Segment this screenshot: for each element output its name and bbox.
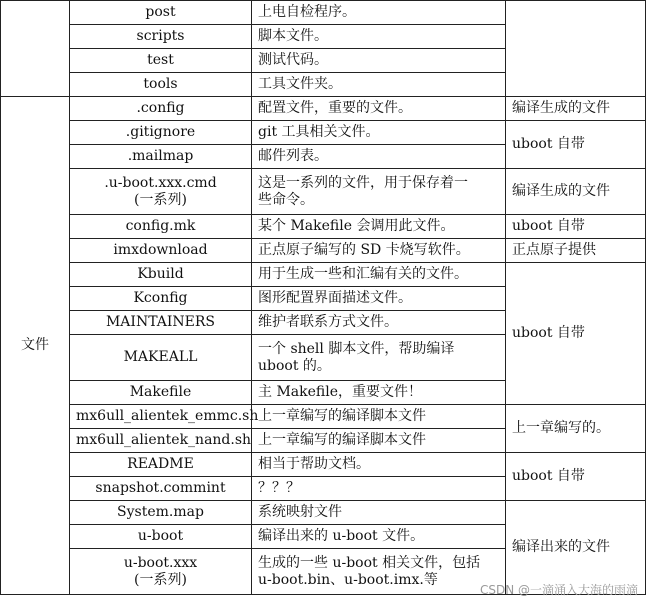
description-cell: 上电自检程序。 [252,1,506,25]
file-name-line: (一系列) [134,571,187,588]
note-cell: 编译生成的文件 [506,97,646,121]
description-cell: 配置文件，重要的文件。 [252,97,506,121]
category-cell-empty [1,1,70,97]
file-name-line: (一系列) [134,191,187,208]
description-cell: 图形配置界面描述文件。 [252,287,506,311]
file-name-cell: snapshot.commint [70,477,252,501]
file-name-cell: MAKEALL [70,335,252,381]
description-cell: 正点原子编写的 SD 卡烧写软件。 [252,239,506,263]
note-cell: 编译出来的文件 [506,501,646,595]
file-name-cell: .gitignore [70,121,252,145]
description-cell [252,549,506,595]
description-cell: 系统映射文件 [252,501,506,525]
description-cell: 编译出来的 u-boot 文件。 [252,525,506,549]
description-cell [252,335,506,381]
table-row [1,121,646,145]
table-row [1,97,646,121]
description-cell: 某个 Makefile 会调用此文件。 [252,215,506,239]
table-row [1,215,646,239]
file-name-line: .u-boot.xxx.cmd [104,174,217,191]
file-name-cell: .config [70,97,252,121]
file-name-cell [70,169,252,215]
description-cell: git 工具相关文件。 [252,121,506,145]
description-cell: ？？？ [252,477,506,501]
table-row [1,405,646,429]
file-name-cell: tools [70,73,252,97]
file-name-cell: scripts [70,25,252,49]
description-cell [252,169,506,215]
file-name-line: u-boot.xxx [123,554,198,571]
note-cell: uboot 自带 [506,121,646,169]
file-name-cell: Makefile [70,381,252,405]
table-row [1,169,646,215]
file-name-cell: u-boot [70,525,252,549]
description-cell: 主 Makefile，重要文件！ [252,381,506,405]
description-cell: 相当于帮助文档。 [252,453,506,477]
file-name-cell: System.map [70,501,252,525]
note-cell: 上一章编写的。 [506,405,646,453]
description-cell: 工具文件夹。 [252,73,506,97]
file-name-cell: README [70,453,252,477]
description-line: 这是一系列的文件，用于保存着一 [258,174,468,191]
file-name-cell: .mailmap [70,145,252,169]
file-name-cell: Kbuild [70,263,252,287]
file-name-cell: mx6ull_alientek_emmc.sh [70,405,252,429]
description-cell: 测试代码。 [252,49,506,73]
note-cell-empty [506,1,646,97]
description-line: 一个 shell 脚本文件，帮助编译 [258,340,455,357]
file-name-cell: post [70,1,252,25]
description-line: 生成的一些 u-boot 相关文件，包括 [258,554,481,571]
file-name-cell: Kconfig [70,287,252,311]
note-cell: 编译生成的文件 [506,169,646,215]
file-name-cell: mx6ull_alientek_nand.sh [70,429,252,453]
file-name-cell [70,549,252,595]
description-cell: 用于生成一些和汇编有关的文件。 [252,263,506,287]
file-name-cell: MAINTAINERS [70,311,252,335]
description-line: u-boot.bin、u-boot.imx.等 [258,571,438,588]
note-cell: 正点原子提供 [506,239,646,263]
description-line: uboot 的。 [258,357,331,374]
table-row [1,453,646,477]
note-cell: uboot 自带 [506,453,646,501]
table-row [1,239,646,263]
table-row [1,1,646,25]
note-cell: uboot 自带 [506,215,646,239]
description-cell: 维护者联系方式文件。 [252,311,506,335]
note-cell: uboot 自带 [506,263,646,405]
description-line: 些命令。 [258,191,314,208]
table-row [1,263,646,287]
file-name-cell: test [70,49,252,73]
file-name-cell: imxdownload [70,239,252,263]
category-cell: 文件 [1,97,70,595]
description-cell: 邮件列表。 [252,145,506,169]
description-cell: 脚本文件。 [252,25,506,49]
table-row [1,501,646,525]
description-cell: 上一章编写的编译脚本文件 [252,405,506,429]
file-name-cell: config.mk [70,215,252,239]
description-cell: 上一章编写的编译脚本文件 [252,429,506,453]
watermark: CSDN @一滴涌入大海的雨滴 [479,583,638,597]
